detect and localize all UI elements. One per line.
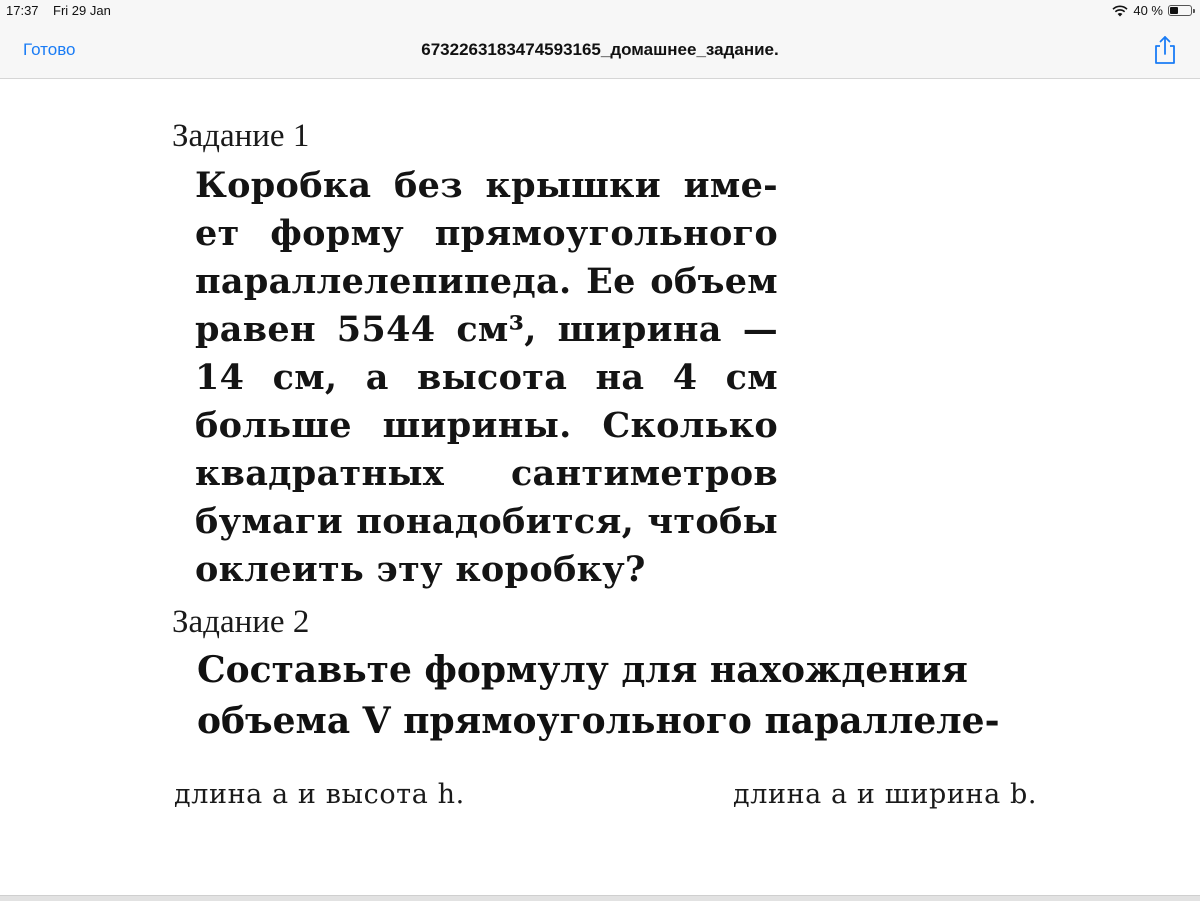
task1-line: оклеить эту коробку? bbox=[195, 549, 646, 590]
task2-line: Составьте формулу для нахождения bbox=[197, 649, 968, 691]
task1-line: равен 5544 см³, ширина — bbox=[195, 309, 778, 350]
status-indicators bbox=[1112, 3, 1192, 18]
status-time: 17:37 bbox=[6, 3, 39, 18]
task1-heading: Задание 1 bbox=[172, 118, 310, 154]
caption-left: длина a и высота h. bbox=[174, 779, 465, 810]
task2-heading: Задание 2 bbox=[172, 604, 310, 640]
battery-fill bbox=[1170, 7, 1178, 14]
task1-line: ет форму прямоугольного bbox=[195, 213, 778, 254]
battery-icon bbox=[1168, 5, 1192, 16]
wifi-icon bbox=[1112, 5, 1128, 17]
document-title: 6732263183474593165_домашнее_задание. bbox=[421, 40, 779, 59]
task1-line: параллелепипеда. Ее объем bbox=[195, 261, 778, 302]
navigation-bar bbox=[0, 22, 1200, 79]
task1-text bbox=[195, 162, 778, 594]
task1-line: больше ширины. Сколько bbox=[195, 405, 778, 446]
task1-line: Коробка без крышки име- bbox=[195, 165, 778, 206]
task1-line: квадратных сантиметров bbox=[195, 453, 778, 494]
battery-cap bbox=[1193, 9, 1195, 13]
task2-text bbox=[197, 645, 1017, 747]
battery-percent: 40 % bbox=[1133, 3, 1163, 18]
task2-line: объема V прямоугольного параллеле- bbox=[197, 700, 1000, 742]
done-button[interactable]: Готово bbox=[23, 40, 76, 59]
task1-line: бумаги понадобится, чтобы bbox=[195, 501, 778, 542]
task1-line: 14 см, а высота на 4 см bbox=[195, 357, 778, 398]
caption-right: длина a и ширина b. bbox=[733, 779, 1038, 810]
status-date: Fri 29 Jan bbox=[53, 3, 111, 18]
share-icon[interactable] bbox=[1152, 35, 1178, 65]
status-bar bbox=[0, 0, 1200, 22]
document-page[interactable] bbox=[0, 79, 1200, 895]
bottom-divider bbox=[0, 895, 1200, 901]
